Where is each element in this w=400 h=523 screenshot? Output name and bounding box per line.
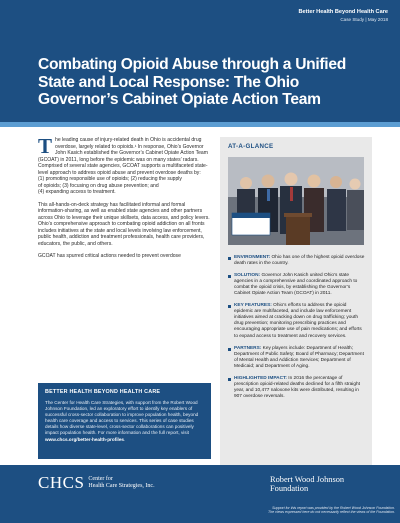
bullet-icon [228,348,231,351]
approach-line-1: (1) promoting responsible use of opioids; (2) reducing the supply [38,176,182,182]
bullet-icon [228,378,231,381]
glance-text: In 2016 the percentage of prescription opioid-related deaths declined for a fifth straight year, and 10,477 naloxone kits were distributed, resulting in 907 overdose reversals. [234,375,360,399]
glance-lead: KEY FEATURES: [234,303,272,309]
press-event-illustration [228,157,364,245]
chcs-name-line-1: Center for [88,476,113,483]
intro-text: he leading cause of injury-related death in Ohio is accidental drug overdose, largely related to opioids.¹ In response, Ohio’s Governor John Kasich established the Governor’s Cabinet Opiate Action Team (GCOAT) in 2011, long before the epidemic was on many states’ radars. Comprised of several state agencies, GCOAT supports a multifaceted state-level approach to address opioid abuse and prevent overdose deaths by: [38,137,208,176]
rwjf-line-1: Robert Wood Johnson [270,475,345,484]
glance-item-partners [228,346,366,370]
box-text [45,400,204,443]
glance-text: Ohio has one of the highest opioid overdose death rates in the country. [234,255,365,267]
approach-line-2: of opioids; (3) focusing on drug abuse prevention; and [38,182,159,189]
footer-note-line-2: The views expressed here do not necessarily reflect the views of the Foundation. [268,510,395,515]
series-name: Better Health Beyond Health Care [298,9,388,15]
glance-text: Governor John Kasich united Ohio’s state agencies in a comprehensive and coordinated approach to combat the opioid crisis, by establishing the Governor’s Cabinet Opiate Action Team (GCOAT) in 2011. [234,273,358,297]
intro-paragraph [38,134,210,196]
header-band [0,0,400,122]
glance-text: Ohio’s efforts to address the opioid epidemic are multifaceted, and include law enforcement initiatives aimed at cracking down on drug trafficking; youth drug prevention; monitoring prescribing practices and encouraging appropriate use of pain medications; and efforts to expand access to treatment and recovery services. [234,303,362,339]
case-study-date: Case Study | May 2018 [340,17,388,22]
profiles-link[interactable]: www.chcs.org/better-health-profiles [45,436,124,442]
glance-lead: PARTNERS: [234,345,262,351]
chcs-mark: CHCS [38,473,85,492]
glance-lead: ENVIRONMENT: [234,255,271,260]
glance-list [228,255,366,406]
glance-text: Key players include: Department of Health; Department of Public Safety; Board of Pharmacy; Department of Mental Health and Addiction Services; Department of Medicaid; and Department of Aging. [234,345,364,369]
drop-cap: T [38,134,53,158]
rwjf-logo [270,475,344,493]
accent-bar [0,122,400,127]
chcs-name [88,476,154,489]
glance-lead: HIGHLIGHTED IMPACT: [234,375,287,381]
at-a-glance-panel [220,137,372,472]
body-column [38,134,210,266]
chcs-logo [38,473,155,493]
footer-note [255,506,395,515]
glance-item-key-features [228,303,366,339]
rwjf-line-2: Foundation [270,484,309,493]
bullet-icon [228,257,231,260]
page-title: Combating Opioid Abuse through a Unified State and Local Response: The Ohio Governor’s Cabinet Opiate Action Team [38,56,346,109]
glance-item-impact [228,376,366,400]
box-body: The Center for Health Care Strategies, with support from the Robert Wood Johnson Foundation, led an exploratory effort to identify key enablers of successful cross-sector collaboration to improve population health, beyond health care coverage and access to services. This series of case studies details how diverse state-level, cross-sector collaborations can positively impact population health. For more information and the full report, visit [45,400,199,436]
bullet-icon [228,275,231,278]
approach-line-3: (4) expanding access to treatment. [38,189,116,195]
actions-paragraph: GCOAT has spurred critical actions needed to prevent overdose [38,253,181,259]
glance-lead: SOLUTION: [234,273,261,279]
header-meta [298,9,388,22]
governor-photo [228,157,364,245]
strategy-paragraph: This all-hands-on-deck strategy has facilitated informal and formal information-sharing, as well as enabled state agencies and other partners across Ohio to leverage their unique skillsets, data access, and policy levers. Ohio’s comprehensive approach to combating opioid addiction on all fronts includes initiatives at the state and local levels involving law enforcement, public health, addiction and treatment professionals, health care providers, educators, the public, and others. [38,201,210,247]
chcs-name-line-2: Health Care Strategies, Inc. [88,483,155,489]
bullet-icon [228,305,231,308]
glance-item-environment [228,255,366,267]
box-title: BETTER HEALTH BEYOND HEALTH CARE [45,389,161,395]
glance-item-solution [228,273,366,297]
footer-note-line-1: Support for this report was provided by the Robert Wood Johnson Foundation. [272,506,395,510]
box-end: . [124,436,126,442]
glance-title: AT-A-GLANCE [228,143,274,150]
better-health-box [38,383,211,459]
